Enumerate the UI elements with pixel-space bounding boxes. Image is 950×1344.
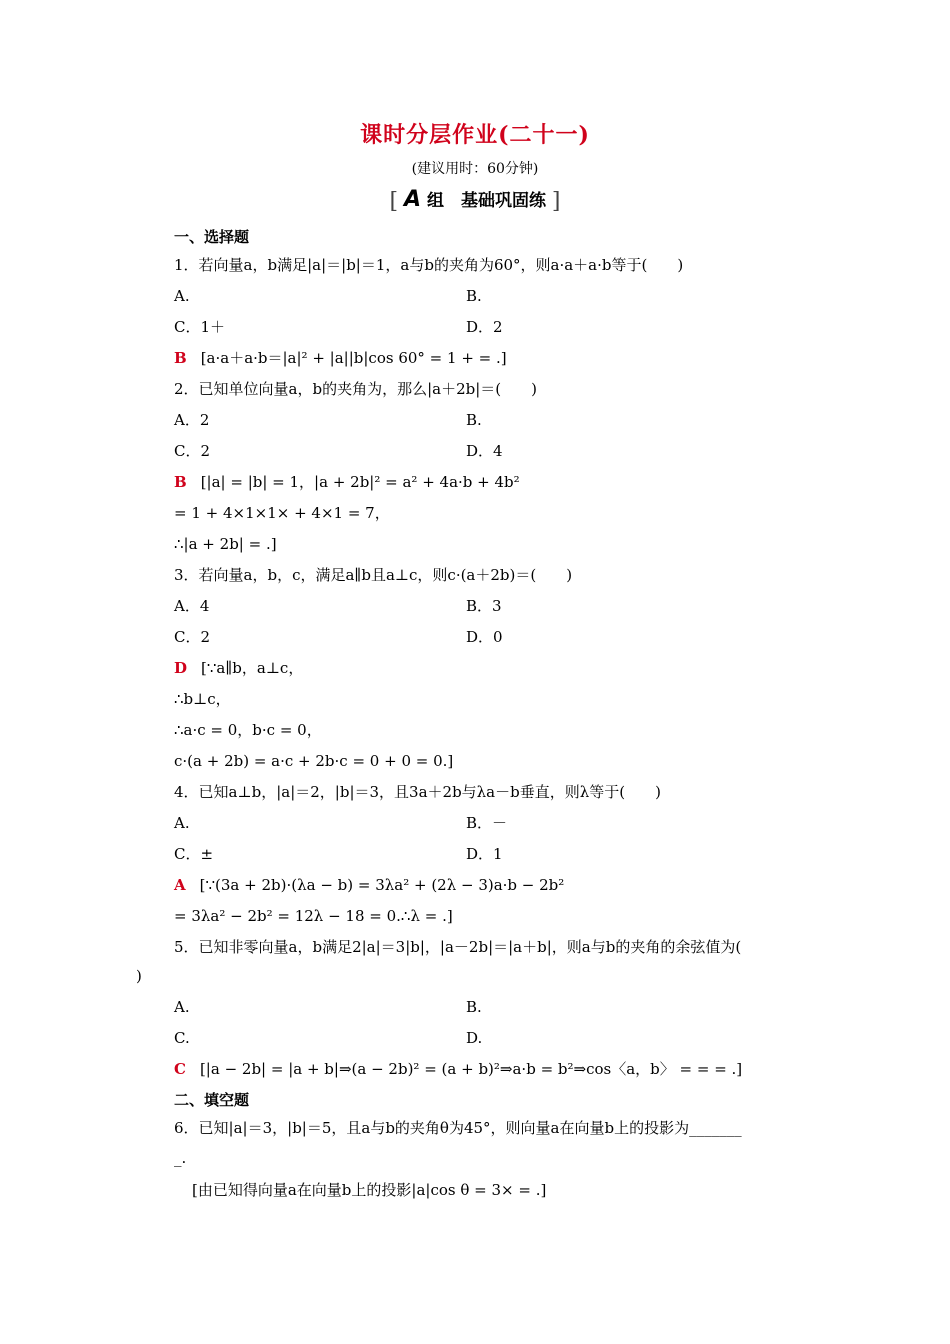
line-text: 2．已知单位向量a，b的夹角为，那么|a＋2b|＝( ) (174, 380, 537, 398)
text-line (174, 1028, 190, 1048)
line-text: 3．若向量a，b，c，满足a∥b且a⊥c，则c·(a＋2b)＝( ) (174, 566, 573, 584)
text-line (192, 1180, 546, 1200)
text-line (174, 286, 190, 306)
line-text: B．3 (466, 597, 502, 615)
text-line (174, 906, 453, 926)
line-text: [由已知得向量a在向量b上的投影|a|cos θ = 3× = .] (192, 1181, 547, 1199)
text-line (174, 534, 277, 554)
text-line (174, 813, 190, 833)
line-text: D. (466, 1029, 483, 1047)
line-text: A. (174, 998, 190, 1016)
line-text: ) (136, 967, 142, 985)
line-text: [|a − 2b| = |a + b|⇒(a − 2b)² = (a + b)²⇒a·b = b²⇒cos〈a，b〉 = = = .] (199, 1060, 743, 1078)
line-text: ∴|a + 2b| = .] (174, 535, 277, 553)
line-text: D．0 (466, 628, 503, 646)
text-line (466, 286, 482, 306)
line-text: B. (466, 998, 482, 1016)
line-text: c·(a + 2b) = a·c + 2b·c = 0 + 0 = 0.] (174, 752, 454, 770)
line-text: B. (466, 287, 482, 305)
text-line (174, 782, 661, 802)
answer-line (174, 1059, 742, 1079)
text-line (174, 503, 390, 523)
answer-letter: A (174, 876, 186, 894)
group-bracket-right: ] (551, 189, 561, 214)
text-line (174, 255, 683, 275)
text-line (466, 596, 502, 616)
text-line (174, 596, 209, 616)
line-text: D．4 (466, 442, 503, 460)
text-line (466, 997, 482, 1017)
line-text: ∴b⊥c， (174, 690, 231, 708)
text-line (174, 379, 537, 399)
text-line (174, 997, 190, 1017)
answer-line (174, 472, 520, 492)
line-text: 1．若向量a，b满足|a|＝|b|＝1，a与b的夹角为60°，则a·a＋a·b等于( ) (174, 256, 684, 274)
line-text: 5．已知非零向量a，b满足2|a|＝3|b|，|a－2b|＝|a＋b|，则a与b的夹角的余弦值为( (174, 938, 742, 956)
text-line (466, 1028, 482, 1048)
text-line (466, 627, 503, 647)
text-line (136, 966, 142, 986)
text-line (174, 317, 225, 337)
section-heading (174, 1090, 249, 1110)
line-text: A．4 (174, 597, 210, 615)
text-line (174, 565, 572, 585)
line-text: 4．已知a⊥b，|a|＝2，|b|＝3，且3a＋2b与λa－b垂直，则λ等于( ) (174, 783, 661, 801)
line-text: [∵(3a + 2b)·(λa − b) = 3λa² + (2λ − 3)a·b − 2b² (199, 876, 565, 894)
text-line (174, 937, 741, 957)
line-text: B．－ (466, 814, 508, 832)
line-text: C．1＋ (174, 318, 226, 336)
answer-line (174, 658, 303, 678)
line-text: C．2 (174, 442, 211, 460)
line-text: 一、选择题 (174, 228, 250, 246)
line-text: = 3λa² − 2b² = 12λ − 18 = 0.∴λ = .] (174, 907, 453, 925)
answer-line (174, 348, 507, 368)
text-line (466, 844, 503, 864)
group-bracket-left: [ (389, 189, 399, 214)
text-line (466, 441, 503, 461)
line-text: _. (174, 1149, 187, 1167)
group-label: 组 基础巩固练 (426, 191, 546, 211)
line-text: B. (466, 411, 482, 429)
text-line (174, 1148, 186, 1168)
line-text: [|a| = |b| = 1，|a + 2b|² = a² + 4a·b + 4b² (200, 473, 520, 491)
text-line (174, 844, 213, 864)
group-letter: A (404, 187, 422, 212)
text-line (174, 410, 209, 430)
line-text: D．1 (466, 845, 503, 863)
text-line (174, 627, 210, 647)
text-line (174, 720, 322, 740)
text-line (174, 689, 231, 709)
group-heading (0, 186, 950, 214)
section-heading (174, 227, 249, 247)
text-line (466, 813, 507, 833)
line-text: A．2 (174, 411, 210, 429)
line-text: [∵a∥b，a⊥c， (201, 659, 304, 677)
line-text: 二、填空题 (174, 1091, 250, 1109)
answer-line (174, 875, 564, 895)
line-text: C. (174, 1029, 190, 1047)
text-line (466, 410, 482, 430)
text-line (174, 1118, 742, 1138)
text-line (174, 441, 210, 461)
line-text: [a·a＋a·b＝|a|² + |a||b|cos 60° = 1 + = .] (200, 349, 507, 367)
line-text: A. (174, 287, 190, 305)
answer-letter: B (174, 349, 187, 367)
answer-letter: B (174, 473, 187, 491)
text-line (466, 317, 503, 337)
answer-letter: D (174, 659, 188, 677)
line-text: C．± (174, 845, 214, 863)
text-line (174, 751, 453, 771)
line-text: A. (174, 814, 190, 832)
line-text: D．2 (466, 318, 503, 336)
line-text: C．2 (174, 628, 211, 646)
line-text: ∴a·c = 0，b·c = 0， (174, 721, 322, 739)
line-text: 6．已知|a|＝3，|b|＝5，且a与b的夹角θ为45°，则向量a在向量b上的投影为_______ (174, 1119, 742, 1137)
answer-letter: C (174, 1060, 186, 1078)
suggested-time: (建议用时：60分钟) (411, 161, 539, 177)
line-text: = 1 + 4×1×1× + 4×1 = 7， (174, 504, 390, 522)
page-title: 课时分层作业(二十一) (360, 122, 590, 148)
